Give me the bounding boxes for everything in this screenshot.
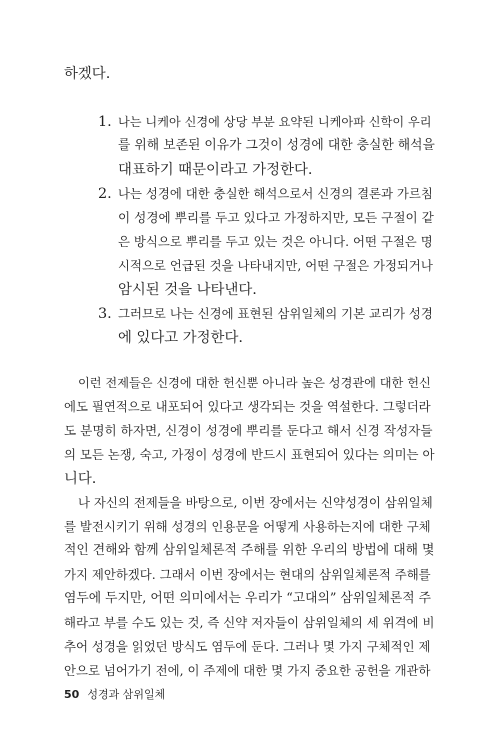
page-number: 50 [64,688,80,701]
running-title: 성경과 삼위일체 [87,688,166,701]
list-number: 1. [98,114,112,130]
list-item-line: 시적으로 언급된 것을 나타내지만, 어떤 구절은 가정되거나 [118,258,433,273]
list-item-line: 에 있다고 가정한다. [118,330,243,346]
continued-text-line: 하겠다. [64,66,111,82]
paragraph-line: 안으로 넘어가기 전에, 이 주제에 대한 몇 가지 중요한 공헌을 개관하 [64,663,431,678]
list-item-line: 그러므로 나는 신경에 표현된 삼위일체의 기본 교리가 성경 [118,306,433,321]
paragraph-line: 가지 제안하겠다. 그래서 이번 장에서는 현대의 삼위일체론적 주해를 [64,567,431,582]
paragraph-line: 나 자신의 전제들을 바탕으로, 이번 장에서는 신약성경이 삼위일체 [78,495,433,510]
list-item-line: 나는 니케아 신경에 상당 부분 요약된 니케아파 신학이 우리 [118,115,432,129]
paragraph-line: 니다. [64,471,97,487]
paragraph-line: 도 분명히 하자면, 신경이 성경에 뿌리를 둔다고 해서 신경 작성자들 [64,423,433,438]
list-item-line: 나는 성경에 대한 충실한 해석으로서 신경의 결론과 가르침 [118,186,433,201]
list-item-line: 암시된 것을 나타낸다. [118,282,257,298]
list-item-line: 대표하기 때문이라고 가정한다. [118,162,313,178]
paragraph-line: 이런 전제들은 신경에 대한 헌신뿐 아니라 높은 성경관에 대한 헌신 [78,376,431,390]
paragraph-line: 염두에 두지만, 어떤 의미에서는 우리가 “고대의” 삼위일체론적 주 [64,591,432,606]
list-item-line: 를 위해 보존된 이유가 그것이 성경에 대한 충실한 해석을 [118,138,435,153]
paragraph-line: 의 모든 논쟁, 숙고, 가정이 성경에 반드시 표현되어 있다는 의미는 아 [64,447,435,462]
list-item-line: 이 성경에 뿌리를 두고 있다고 가정하지만, 모든 구절이 같 [118,210,434,225]
list-number: 2. [98,186,112,202]
list-number: 3. [98,306,112,322]
paragraph-line: 에도 필연적으로 내포되어 있다고 생각되는 것을 역설한다. 그렇더라 [64,399,431,414]
list-item-line: 은 방식으로 뿌리를 두고 있는 것은 아니다. 어떤 구절은 명 [118,234,433,249]
paragraph-line: 적인 견해와 함께 삼위일체론적 주해를 위한 우리의 방법에 대해 몇 [64,543,435,558]
paragraph-line: 해라고 부를 수도 있는 것, 즉 신약 저자들이 삼위일체의 세 위격에 비 [64,615,435,630]
paragraph-line: 를 발전시키기 위해 성경의 인용문을 어떻게 사용하는지에 대한 구체 [64,519,431,534]
page-footer [64,685,165,705]
paragraph-line: 추어 성경을 읽었던 방식도 염두에 둔다. 그러나 몇 가지 구체적인 제 [64,639,431,654]
